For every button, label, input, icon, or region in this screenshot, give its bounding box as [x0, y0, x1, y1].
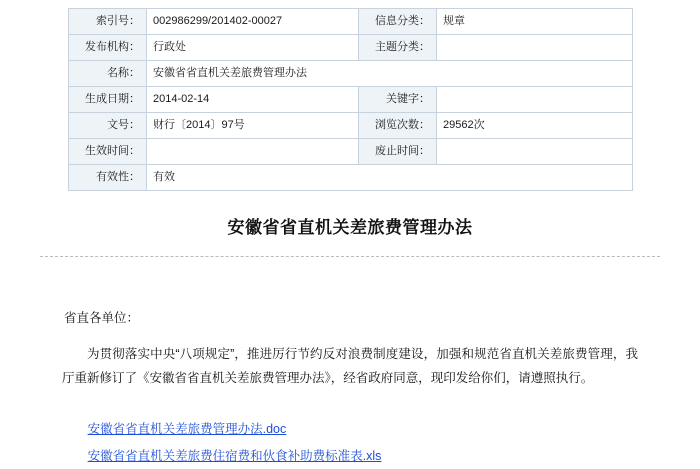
meta-label: 生效时间：	[69, 139, 147, 165]
attachment-list	[62, 416, 638, 469]
meta-value: 002986299/201402-00027	[147, 9, 359, 35]
meta-label: 有效性：	[69, 165, 147, 191]
table-row	[69, 165, 633, 191]
meta-label: 生成日期：	[69, 87, 147, 113]
meta-value	[437, 139, 633, 165]
meta-value: 有效	[147, 165, 633, 191]
salutation: 省直各单位：	[64, 311, 140, 325]
document-body	[0, 307, 700, 469]
table-row	[69, 139, 633, 165]
meta-label: 文号：	[69, 113, 147, 139]
attachment-link-xls[interactable]: 安徽省省直机关差旅费住宿费和伙食补助费标准表.xls	[87, 448, 382, 463]
meta-label: 信息分类：	[359, 9, 437, 35]
table-row	[69, 35, 633, 61]
meta-label: 废止时间：	[359, 139, 437, 165]
table-row	[69, 113, 633, 139]
metadata-table	[68, 8, 633, 191]
meta-value: 2014-02-14	[147, 87, 359, 113]
table-row	[69, 61, 633, 87]
meta-label: 发布机构：	[69, 35, 147, 61]
meta-value: 规章	[437, 9, 633, 35]
metadata-table-container	[0, 0, 700, 191]
attachment-link-doc[interactable]: 安徽省省直机关差旅费管理办法.doc	[87, 422, 287, 437]
meta-value	[437, 35, 633, 61]
meta-value	[147, 139, 359, 165]
meta-label: 主题分类：	[359, 35, 437, 61]
meta-label: 名称：	[69, 61, 147, 87]
meta-label: 浏览次数：	[359, 113, 437, 139]
meta-value: 财行〔2014〕97号	[147, 113, 359, 139]
meta-label: 索引号：	[69, 9, 147, 35]
divider	[40, 256, 660, 257]
table-row	[69, 9, 633, 35]
meta-value: 行政处	[147, 35, 359, 61]
meta-value: 29562次	[437, 113, 633, 139]
meta-value: 安徽省省直机关差旅费管理办法	[147, 61, 633, 87]
page-title: 安徽省省直机关差旅费管理办法	[227, 218, 473, 237]
meta-label: 关键字：	[359, 87, 437, 113]
body-paragraph: 为贯彻落实中央“八项规定”，推进厉行节约反对浪费制度建设，加强和规范省直机关差旅费管理，我厅重新修订了《安徽省省直机关差旅费管理办法》，经省政府同意，现印发给你们，请遵照执行。	[62, 346, 638, 385]
table-row	[69, 87, 633, 113]
meta-value	[437, 87, 633, 113]
